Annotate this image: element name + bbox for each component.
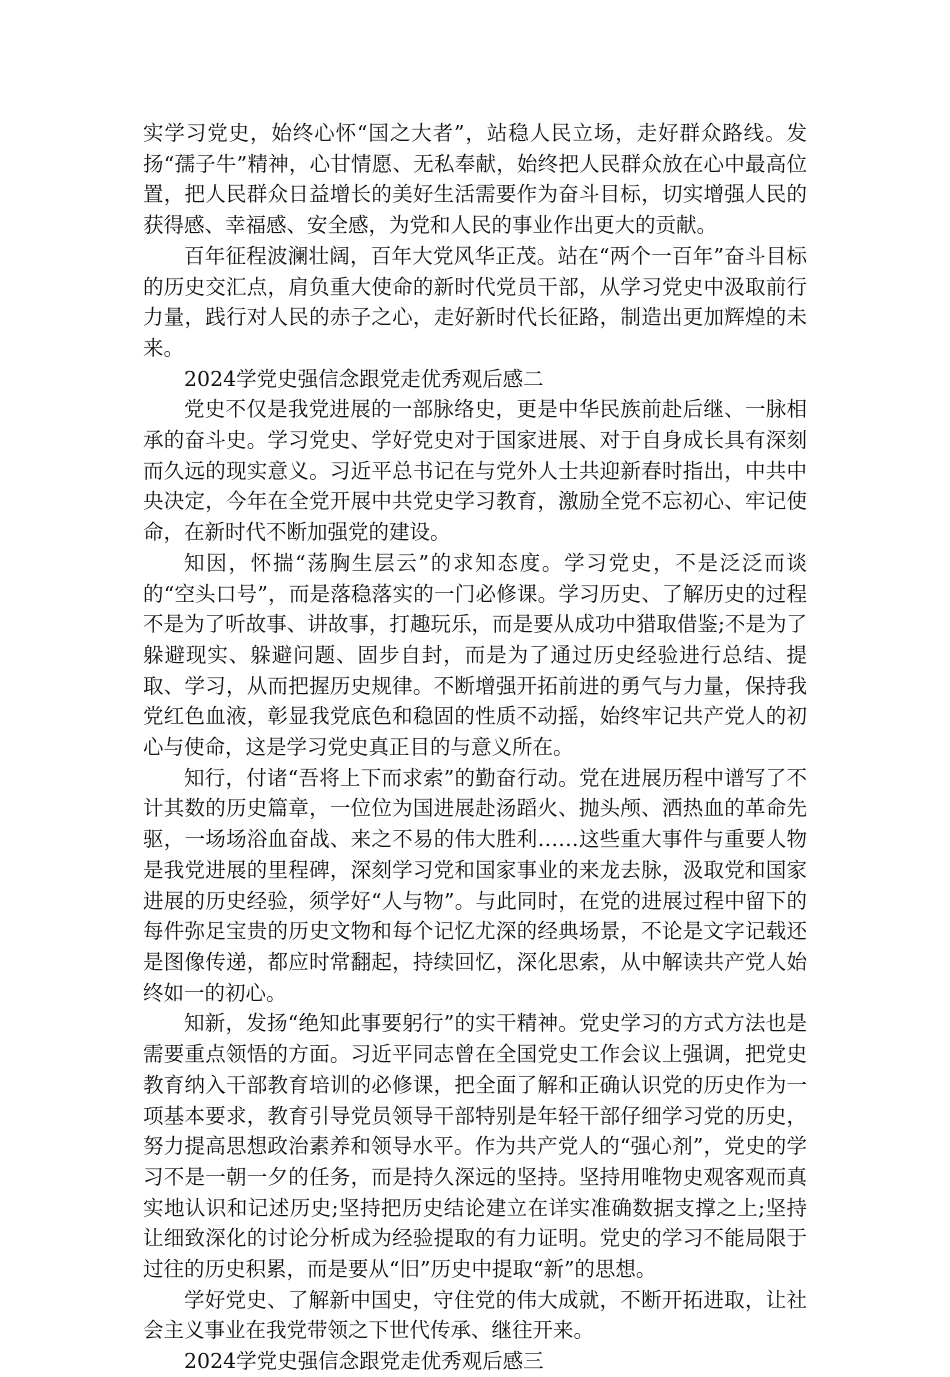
paragraph-party-history: 党史不仅是我党进展的一部脉络史，更是中华民族前赴后继、一脉相承的奋斗史。学习党史、学好党史对于国家进展、对于自身成长具有深刻而久远的现实意义。习近平总书记在与党外人士共迎新春时指出，中共中央决定，今年在全党开展中共党史学习教育，激励全党不忘初心、牢记使命，在新时代不断加强党的建设。 xyxy=(143,397,807,545)
section-heading-two: 2024学党史强信念跟党走优秀观后感二 xyxy=(184,366,544,391)
paragraph-zhiyin: 知因，怀揣“荡胸生层云”的求知态度。学习党史，不是泛泛而谈的“空头口号”，而是落稳落实的一门必修课。学习历史、了解历史的过程不是为了听故事、讲故事，打趣玩乐，而是要从成功中猎取借鉴;不是为了躲避现实、躲避问题、固步自封，而是为了通过历史经验进行总结、提取、学习，从而把握历史规律。不断增强开拓前进的勇气与力量，保持我党红色血液，彰显我党底色和稳固的性质不动摇，始终牢记共产党人的初心与使命，这是学习党史真正目的与意义所在。 xyxy=(143,550,807,760)
paragraph-zhixin: 知新，发扬“绝知此事要躬行”的实干精神。党史学习的方式方法也是需要重点领悟的方面。习近平同志曾在全国党史工作会议上强调，把党史教育纳入干部教育培训的必修课，把全面了解和正确认识党的历史作为一项基本要求，教育引导党员领导干部特别是年轻干部仔细学习党的历史，努力提高思想政治素养和领导水平。作为共产党人的“强心剂”，党史的学习不是一朝一夕的任务，而是持久深远的坚持。坚持用唯物史观客观而真实地认识和记述历史;坚持把历史结论建立在详实准确数据支撑之上;坚持让细致深化的讨论分析成为经验提取的有力证明。党史的学习不能局限于过往的历史积累，而是要从“旧”历史中提取“新”的思想。 xyxy=(143,1011,807,1282)
paragraph-continuation: 实学习党史，始终心怀“国之大者”，站稳人民立场，走好群众路线。发扬“孺子牛”精神，心甘情愿、无私奉献，始终把人民群众放在心中最高位置，把人民群众日益增长的美好生活需要作为奋斗目标，切实增强人民的获得感、幸福感、安全感，为党和人民的事业作出更大的贡献。 xyxy=(143,121,807,238)
document-body xyxy=(143,118,807,1377)
section-heading-three: 2024学党史强信念跟党走优秀观后感三 xyxy=(184,1349,544,1374)
paragraph-conclusion: 学好党史、了解新中国史，守住党的伟大成就，不断开拓进取，让社会主义事业在我党带领之下世代传承、继往开来。 xyxy=(143,1287,807,1343)
paragraph-zhixing: 知行，付诸“吾将上下而求索”的勤奋行动。党在进展历程中谱写了不计其数的历史篇章，一位位为国进展赴汤蹈火、抛头颅、洒热血的革命先驱，一场场浴血奋战、来之不易的伟大胜利……这些重大事件与重要人物是我党进展的里程碑，深刻学习党和国家事业的来龙去脉，汲取党和国家进展的历史经验，须学好“人与物”。与此同时，在党的进展过程中留下的每件弥足宝贵的历史文物和每个记忆尤深的经典场景，不论是文字记载还是图像传递，都应时常翻起，持续回忆，深化思索，从中解读共产党人始终如一的初心。 xyxy=(143,765,807,1005)
paragraph-centennial: 百年征程波澜壮阔，百年大党风华正茂。站在“两个一百年”奋斗目标的历史交汇点，肩负重大使命的新时代党员干部，从学习党史中汲取前行力量，践行对人民的赤子之心，走好新时代长征路，制造出更加辉煌的未来。 xyxy=(143,243,807,360)
